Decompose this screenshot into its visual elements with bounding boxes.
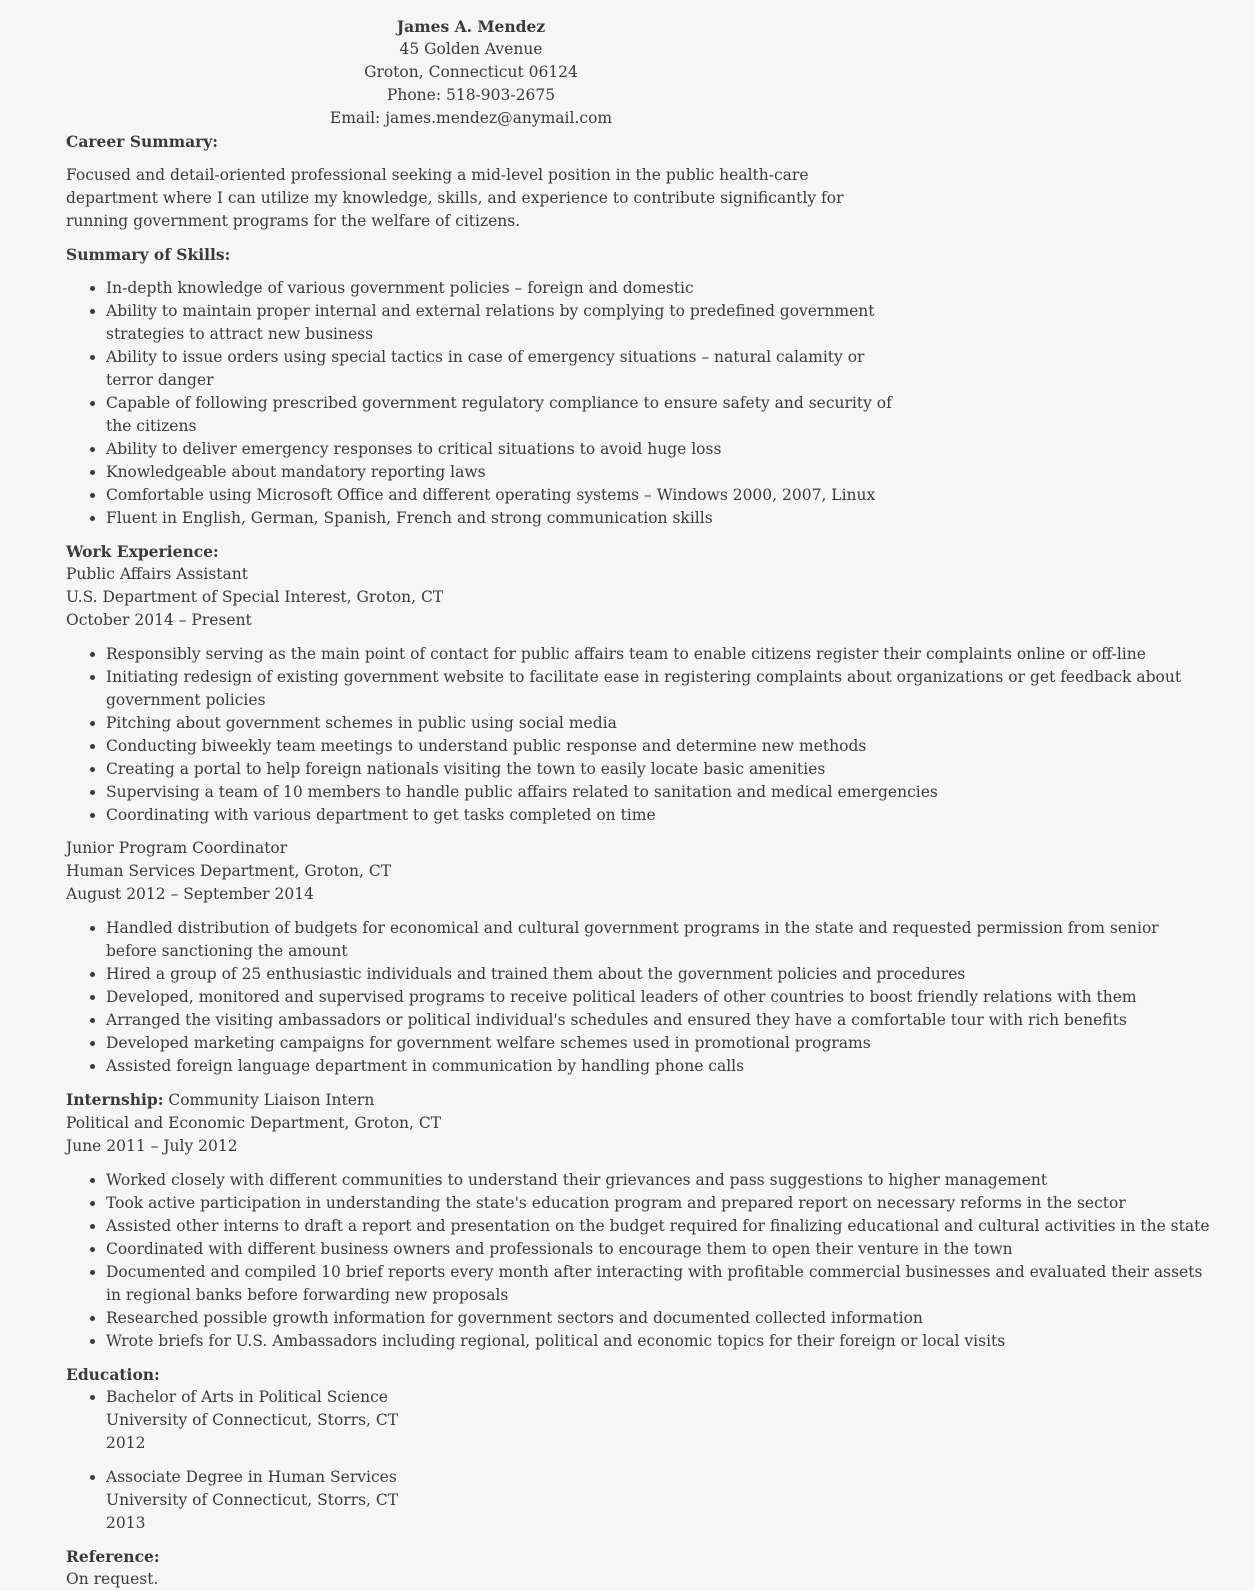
list-item: • Handled distribution of budgets for economical and cultural government programs in the state and requested permission from senior before sanctioning the amount: [106, 917, 1214, 963]
list-item: • Supervising a team of 10 members to handle public affairs related to sanitation and medical emergencies: [106, 781, 1214, 804]
list-item: • Comfortable using Microsoft Office and different operating systems – Windows 2000, 2007, Linux: [106, 484, 896, 507]
list-item: • Developed, monitored and supervised programs to receive political leaders of other countries to boost friendly relations with them: [106, 986, 1214, 1009]
list-item: • Coordinating with various department to get tasks completed on time: [106, 804, 1214, 827]
list-item: • Developed marketing campaigns for government welfare schemes used in promotional programs: [106, 1032, 1214, 1055]
skills-heading: Summary of Skills:: [66, 245, 231, 264]
list-item: • Creating a portal to help foreign nationals visiting the town to easily locate basic amenities: [106, 758, 1214, 781]
candidate-name: James A. Mendez: [396, 17, 546, 36]
list-item: • Took active participation in understanding the state's education program and prepared report on necessary reforms in the sector: [106, 1192, 1214, 1215]
education-school: University of Connecticut, Storrs, CT: [106, 1411, 399, 1429]
education-year: 2012: [106, 1434, 146, 1452]
list-item: • Ability to maintain proper internal and external relations by complying to predefined government strategies to attract new business: [106, 300, 896, 346]
job-dates: August 2012 – September 2014: [66, 885, 314, 903]
job-entry: [66, 563, 1214, 827]
list-item: • Hired a group of 25 enthusiastic individuals and trained them about the government policies and procedures: [106, 963, 1214, 986]
education-degree: • Associate Degree in Human Services: [106, 1468, 397, 1486]
job-org: U.S. Department of Special Interest, Groton, CT: [66, 588, 444, 606]
career-summary-heading: Career Summary:: [66, 132, 219, 151]
list-item: • Ability to deliver emergency responses to critical situations to avoid huge loss: [106, 438, 896, 461]
job-dates: October 2014 – Present: [66, 611, 252, 629]
list-item: • Coordinated with different business owners and professionals to encourage them to open their venture in the town: [106, 1238, 1214, 1261]
education-year: 2013: [106, 1514, 146, 1532]
list-item: • Pitching about government schemes in public using social media: [106, 712, 1214, 735]
internship-duties-list: [66, 1169, 1214, 1353]
list-item: • Fluent in English, German, Spanish, French and strong communication skills: [106, 507, 896, 530]
job-entry: [66, 837, 1214, 1078]
reference-text: On request.: [66, 1570, 159, 1588]
education-list: [66, 1386, 1214, 1535]
job-role: Public Affairs Assistant: [66, 565, 248, 583]
career-summary-text: Focused and detail-oriented professional seeking a mid-level position in the public health-care department where I can utilize my knowledge, skills, and experience to contribute significantly for running government programs for the welfare of citizens.: [66, 166, 844, 230]
list-item: • Conducting biweekly team meetings to understand public response and determine new methods: [106, 735, 1214, 758]
job-duties-list: [66, 917, 1214, 1078]
internship-title-line: [66, 1088, 1214, 1112]
education-school: University of Connecticut, Storrs, CT: [106, 1491, 399, 1509]
education-degree: • Bachelor of Arts in Political Science: [106, 1388, 388, 1406]
job-role: Junior Program Coordinator: [66, 839, 288, 857]
job-org: Human Services Department, Groton, CT: [66, 862, 392, 880]
city-line: Groton, Connecticut 06124: [364, 63, 578, 81]
education-heading: Education:: [66, 1365, 160, 1384]
phone-line: Phone: 518-903-2675: [386, 86, 556, 104]
list-item: • Assisted other interns to draft a report and presentation on the budget required for finalizing educational and cultural activities in the state: [106, 1215, 1214, 1238]
list-item: • Assisted foreign language department in communication by handling phone calls: [106, 1055, 1214, 1078]
list-item: • Capable of following prescribed government regulatory compliance to ensure safety and security of the citizens: [106, 392, 896, 438]
list-item: • Worked closely with different communities to understand their grievances and pass suggestions to higher management: [106, 1169, 1214, 1192]
internship-role: Community Liaison Intern: [163, 1091, 375, 1109]
list-item: • Responsibly serving as the main point of contact for public affairs team to enable citizens register their complaints online or off-line: [106, 643, 1214, 666]
internship-dates: June 2011 – July 2012: [66, 1137, 238, 1155]
list-item: • Documented and compiled 10 brief reports every month after interacting with profitable commercial businesses and evaluated their assets in regional banks before forwarding new proposals: [106, 1261, 1214, 1307]
list-item: • Wrote briefs for U.S. Ambassadors including regional, political and economic topics for their foreign or local visits: [106, 1330, 1214, 1353]
education-item: [106, 1466, 1214, 1535]
list-item: • Researched possible growth information for government sectors and documented collected information: [106, 1307, 1214, 1330]
education-item: [106, 1386, 1214, 1455]
list-item: • Initiating redesign of existing government website to facilitate ease in registering complaints about organizations or get feedback about government policies: [106, 666, 1214, 712]
internship-entry: [66, 1088, 1214, 1353]
contact-header: [66, 15, 876, 130]
address-line: 45 Golden Avenue: [399, 40, 543, 58]
internship-org: Political and Economic Department, Groton, CT: [66, 1114, 442, 1132]
job-duties-list: [66, 643, 1214, 827]
list-item: • Arranged the visiting ambassadors or political individual's schedules and ensured they have a comfortable tour with rich benefits: [106, 1009, 1214, 1032]
list-item: • Knowledgeable about mandatory reporting laws: [106, 461, 896, 484]
list-item: • Ability to issue orders using special tactics in case of emergency situations – natural calamity or terror danger: [106, 346, 896, 392]
email-line: Email: james.mendez@anymail.com: [329, 109, 613, 127]
work-experience-heading: Work Experience:: [66, 542, 219, 561]
reference-heading: Reference:: [66, 1547, 160, 1566]
skills-list: [66, 277, 1214, 530]
internship-label: Internship:: [66, 1090, 164, 1109]
list-item: • In-depth knowledge of various government policies – foreign and domestic: [106, 277, 896, 300]
